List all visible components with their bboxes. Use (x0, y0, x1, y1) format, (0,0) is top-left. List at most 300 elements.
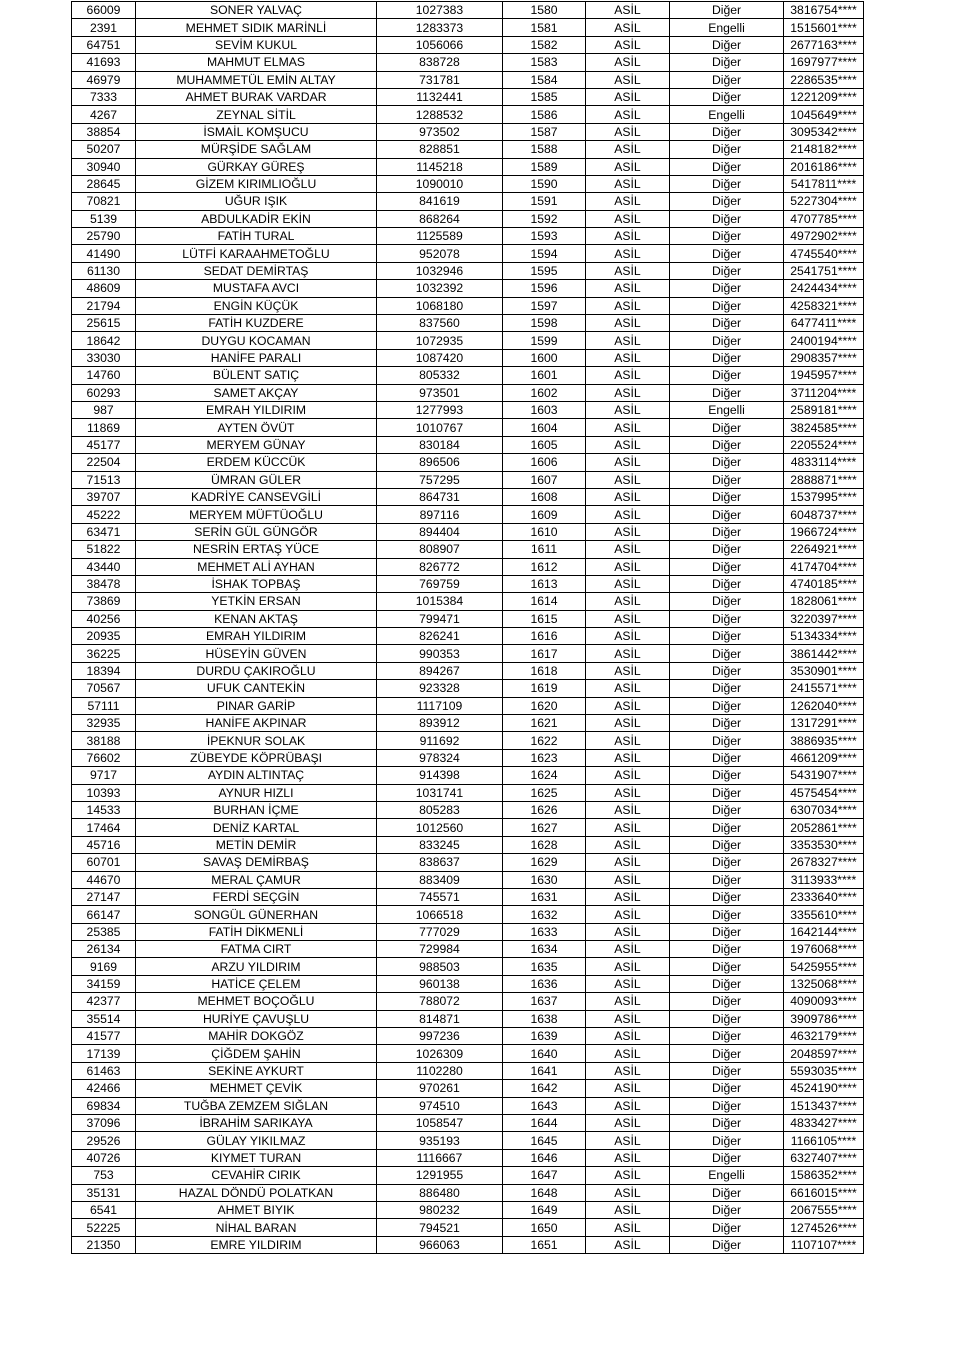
cell-rank: 1640 (503, 1045, 586, 1062)
cell-name: MERAL ÇAMUR (136, 871, 377, 888)
cell-id: 41693 (72, 54, 136, 71)
cell-name: EMRE YILDIRIM (136, 1236, 377, 1253)
cell-id: 38854 (72, 123, 136, 140)
cell-name: MEHMET ALİ AYHAN (136, 558, 377, 575)
cell-national-id: 5417811**** (784, 175, 864, 192)
table-row (72, 662, 864, 679)
cell-name: HAZAL DÖNDÜ POLATKAN (136, 1184, 377, 1201)
cell-name: EMRAH YILDIRIM (136, 628, 377, 645)
cell-rank: 1601 (503, 367, 586, 384)
cell-national-id: 1262040**** (784, 697, 864, 714)
cell-category: Diğer (670, 523, 784, 540)
cell-status: ASİL (586, 715, 670, 732)
cell-name: MEHMET ÇEVİK (136, 1080, 377, 1097)
cell-id: 60293 (72, 384, 136, 401)
cell-name: MAHMUT ELMAS (136, 54, 377, 71)
cell-status: ASİL (586, 541, 670, 558)
table-row (72, 262, 864, 279)
cell-national-id: 1325068**** (784, 975, 864, 992)
cell-score-code: 731781 (377, 71, 503, 88)
cell-national-id: 4833427**** (784, 1115, 864, 1132)
cell-score-code: 868264 (377, 210, 503, 227)
table-row (72, 975, 864, 992)
cell-status: ASİL (586, 1028, 670, 1045)
cell-national-id: 3824585**** (784, 419, 864, 436)
cell-score-code: 1027383 (377, 2, 503, 19)
cell-status: ASİL (586, 419, 670, 436)
cell-rank: 1604 (503, 419, 586, 436)
cell-status: ASİL (586, 1045, 670, 1062)
cell-national-id: 2264921**** (784, 541, 864, 558)
cell-category: Diğer (670, 1097, 784, 1114)
cell-id: 45222 (72, 506, 136, 523)
cell-score-code: 978324 (377, 749, 503, 766)
cell-category: Diğer (670, 749, 784, 766)
cell-category: Diğer (670, 871, 784, 888)
cell-score-code: 814871 (377, 1010, 503, 1027)
cell-status: ASİL (586, 662, 670, 679)
table-row (72, 88, 864, 105)
cell-score-code: 1288532 (377, 106, 503, 123)
cell-rank: 1598 (503, 315, 586, 332)
cell-rank: 1605 (503, 436, 586, 453)
cell-category: Diğer (670, 767, 784, 784)
cell-score-code: 826772 (377, 558, 503, 575)
cell-national-id: 4661209**** (784, 749, 864, 766)
cell-id: 9169 (72, 958, 136, 975)
cell-category: Diğer (670, 210, 784, 227)
cell-national-id: 2888871**** (784, 471, 864, 488)
cell-id: 39707 (72, 488, 136, 505)
table-row (72, 1045, 864, 1062)
cell-name: FATMA CIRT (136, 941, 377, 958)
cell-national-id: 1586352**** (784, 1167, 864, 1184)
cell-category: Diğer (670, 384, 784, 401)
cell-name: KADRİYE CANSEVGİLİ (136, 488, 377, 505)
cell-status: ASİL (586, 1132, 670, 1149)
table-row (72, 836, 864, 853)
cell-name: SAVAŞ DEMİRBAŞ (136, 854, 377, 871)
table-row (72, 228, 864, 245)
cell-category: Diğer (670, 1010, 784, 1027)
cell-status: ASİL (586, 975, 670, 992)
cell-id: 6541 (72, 1201, 136, 1218)
table-row (72, 906, 864, 923)
table-row (72, 71, 864, 88)
cell-category: Diğer (670, 732, 784, 749)
cell-status: ASİL (586, 54, 670, 71)
cell-score-code: 1012560 (377, 819, 503, 836)
cell-rank: 1649 (503, 1201, 586, 1218)
cell-name: ARZU YILDIRIM (136, 958, 377, 975)
cell-score-code: 1145218 (377, 158, 503, 175)
cell-national-id: 3113933**** (784, 871, 864, 888)
cell-id: 57111 (72, 697, 136, 714)
cell-rank: 1587 (503, 123, 586, 140)
cell-category: Diğer (670, 175, 784, 192)
cell-name: MUSTAFA AVCI (136, 280, 377, 297)
cell-name: AYNUR HIZLI (136, 784, 377, 801)
table-row (72, 923, 864, 940)
cell-status: ASİL (586, 1062, 670, 1079)
cell-name: AHMET BIYIK (136, 1201, 377, 1218)
cell-rank: 1637 (503, 993, 586, 1010)
cell-score-code: 973502 (377, 123, 503, 140)
cell-category: Diğer (670, 541, 784, 558)
cell-score-code: 897116 (377, 506, 503, 523)
cell-rank: 1632 (503, 906, 586, 923)
cell-name: KENAN AKTAŞ (136, 610, 377, 627)
cell-national-id: 3909786**** (784, 1010, 864, 1027)
cell-status: ASİL (586, 175, 670, 192)
table-row (72, 1184, 864, 1201)
cell-national-id: 3711204**** (784, 384, 864, 401)
cell-national-id: 4575454**** (784, 784, 864, 801)
cell-score-code: 830184 (377, 436, 503, 453)
table-row (72, 384, 864, 401)
cell-name: HANİFE AKPINAR (136, 715, 377, 732)
table-row (72, 106, 864, 123)
cell-rank: 1631 (503, 888, 586, 905)
cell-status: ASİL (586, 628, 670, 645)
cell-national-id: 4174704**** (784, 558, 864, 575)
cell-rank: 1608 (503, 488, 586, 505)
cell-id: 25615 (72, 315, 136, 332)
cell-id: 63471 (72, 523, 136, 540)
table-row (72, 280, 864, 297)
cell-name: FATİH DİKMENLİ (136, 923, 377, 940)
cell-status: ASİL (586, 2, 670, 19)
table-row (72, 245, 864, 262)
cell-id: 52225 (72, 1219, 136, 1236)
cell-category: Diğer (670, 680, 784, 697)
cell-rank: 1620 (503, 697, 586, 714)
cell-score-code: 914398 (377, 767, 503, 784)
table-row (72, 871, 864, 888)
cell-category: Diğer (670, 71, 784, 88)
cell-rank: 1586 (503, 106, 586, 123)
cell-rank: 1630 (503, 871, 586, 888)
cell-category: Diğer (670, 819, 784, 836)
cell-score-code: 729984 (377, 941, 503, 958)
cell-id: 43440 (72, 558, 136, 575)
table-row (72, 54, 864, 71)
cell-id: 29526 (72, 1132, 136, 1149)
cell-status: ASİL (586, 71, 670, 88)
cell-name: BURHAN İÇME (136, 801, 377, 818)
table-row (72, 645, 864, 662)
cell-id: 73869 (72, 593, 136, 610)
table-row (72, 210, 864, 227)
cell-category: Diğer (670, 697, 784, 714)
cell-id: 753 (72, 1167, 136, 1184)
table-row (72, 958, 864, 975)
cell-score-code: 1026309 (377, 1045, 503, 1062)
cell-national-id: 2908357**** (784, 349, 864, 366)
table-row (72, 888, 864, 905)
cell-category: Diğer (670, 628, 784, 645)
cell-id: 10393 (72, 784, 136, 801)
cell-id: 4267 (72, 106, 136, 123)
cell-national-id: 4833114**** (784, 454, 864, 471)
cell-category: Engelli (670, 401, 784, 418)
cell-score-code: 1066518 (377, 906, 503, 923)
cell-national-id: 5227304**** (784, 193, 864, 210)
cell-national-id: 1166105**** (784, 1132, 864, 1149)
cell-national-id: 1642144**** (784, 923, 864, 940)
cell-status: ASİL (586, 923, 670, 940)
cell-score-code: 757295 (377, 471, 503, 488)
cell-id: 46979 (72, 71, 136, 88)
cell-national-id: 2541751**** (784, 262, 864, 279)
cell-status: ASİL (586, 523, 670, 540)
cell-national-id: 1107107**** (784, 1236, 864, 1253)
cell-category: Diğer (670, 193, 784, 210)
cell-status: ASİL (586, 401, 670, 418)
cell-id: 17464 (72, 819, 136, 836)
cell-rank: 1595 (503, 262, 586, 279)
cell-score-code: 894267 (377, 662, 503, 679)
cell-rank: 1596 (503, 280, 586, 297)
cell-status: ASİL (586, 697, 670, 714)
table-row (72, 175, 864, 192)
cell-category: Diğer (670, 245, 784, 262)
cell-status: ASİL (586, 1236, 670, 1253)
cell-category: Diğer (670, 332, 784, 349)
cell-id: 42466 (72, 1080, 136, 1097)
cell-category: Diğer (670, 454, 784, 471)
cell-name: FERDİ SEÇGİN (136, 888, 377, 905)
cell-id: 2391 (72, 19, 136, 36)
cell-category: Diğer (670, 2, 784, 19)
cell-status: ASİL (586, 1167, 670, 1184)
cell-category: Engelli (670, 106, 784, 123)
cell-status: ASİL (586, 732, 670, 749)
cell-national-id: 5134334**** (784, 628, 864, 645)
cell-score-code: 777029 (377, 923, 503, 940)
cell-status: ASİL (586, 315, 670, 332)
cell-name: SONGÜL GÜNERHAN (136, 906, 377, 923)
cell-id: 14760 (72, 367, 136, 384)
cell-rank: 1599 (503, 332, 586, 349)
cell-category: Diğer (670, 488, 784, 505)
cell-category: Diğer (670, 1219, 784, 1236)
cell-rank: 1644 (503, 1115, 586, 1132)
cell-name: HURİYE ÇAVUŞLU (136, 1010, 377, 1027)
cell-name: AHMET BURAK VARDAR (136, 88, 377, 105)
cell-status: ASİL (586, 193, 670, 210)
table-row (72, 1201, 864, 1218)
cell-name: PINAR GARİP (136, 697, 377, 714)
cell-id: 21794 (72, 297, 136, 314)
cell-status: ASİL (586, 1184, 670, 1201)
cell-category: Diğer (670, 958, 784, 975)
cell-name: NESRİN ERTAŞ YÜCE (136, 541, 377, 558)
cell-name: METİN DEMİR (136, 836, 377, 853)
cell-name: KIYMET TURAN (136, 1149, 377, 1166)
cell-status: ASİL (586, 593, 670, 610)
table-row (72, 558, 864, 575)
cell-category: Diğer (670, 1132, 784, 1149)
table-row (72, 680, 864, 697)
cell-score-code: 1068180 (377, 297, 503, 314)
cell-status: ASİL (586, 1010, 670, 1027)
cell-national-id: 2016186**** (784, 158, 864, 175)
cell-rank: 1613 (503, 575, 586, 592)
cell-national-id: 3530901**** (784, 662, 864, 679)
cell-category: Diğer (670, 88, 784, 105)
cell-name: TUĞBA ZEMZEM SIĞLAN (136, 1097, 377, 1114)
cell-score-code: 837560 (377, 315, 503, 332)
table-row (72, 1115, 864, 1132)
cell-status: ASİL (586, 141, 670, 158)
cell-id: 41490 (72, 245, 136, 262)
cell-name: FATİH TURAL (136, 228, 377, 245)
cell-rank: 1603 (503, 401, 586, 418)
cell-id: 27147 (72, 888, 136, 905)
table-row (72, 801, 864, 818)
cell-national-id: 6477411**** (784, 315, 864, 332)
table-row (72, 523, 864, 540)
cell-rank: 1642 (503, 1080, 586, 1097)
table-row (72, 488, 864, 505)
cell-name: SEVİM KUKUL (136, 36, 377, 53)
cell-national-id: 3353530**** (784, 836, 864, 853)
cell-national-id: 2400194**** (784, 332, 864, 349)
cell-score-code: 966063 (377, 1236, 503, 1253)
cell-category: Diğer (670, 836, 784, 853)
cell-category: Diğer (670, 471, 784, 488)
cell-id: 25790 (72, 228, 136, 245)
cell-score-code: 1031741 (377, 784, 503, 801)
cell-status: ASİL (586, 1201, 670, 1218)
cell-status: ASİL (586, 36, 670, 53)
cell-status: ASİL (586, 210, 670, 227)
cell-rank: 1584 (503, 71, 586, 88)
cell-id: 5139 (72, 210, 136, 227)
cell-national-id: 1697977**** (784, 54, 864, 71)
cell-name: ÜMRAN GÜLER (136, 471, 377, 488)
cell-status: ASİL (586, 332, 670, 349)
cell-national-id: 1274526**** (784, 1219, 864, 1236)
cell-name: ERDEM KÜCCÜK (136, 454, 377, 471)
cell-id: 7333 (72, 88, 136, 105)
cell-category: Diğer (670, 558, 784, 575)
cell-id: 18642 (72, 332, 136, 349)
cell-score-code: 1283373 (377, 19, 503, 36)
cell-category: Diğer (670, 662, 784, 679)
cell-id: 42377 (72, 993, 136, 1010)
cell-score-code: 838637 (377, 854, 503, 871)
cell-national-id: 2052861**** (784, 819, 864, 836)
table-row (72, 401, 864, 418)
cell-status: ASİL (586, 836, 670, 853)
cell-national-id: 2286535**** (784, 71, 864, 88)
table-row (72, 993, 864, 1010)
cell-rank: 1597 (503, 297, 586, 314)
table-row (72, 767, 864, 784)
cell-national-id: 2415571**** (784, 680, 864, 697)
cell-rank: 1651 (503, 1236, 586, 1253)
cell-rank: 1638 (503, 1010, 586, 1027)
cell-name: ABDULKADİR EKİN (136, 210, 377, 227)
cell-score-code: 808907 (377, 541, 503, 558)
cell-national-id: 5425955**** (784, 958, 864, 975)
cell-category: Diğer (670, 141, 784, 158)
table-row (72, 628, 864, 645)
cell-name: UFUK CANTEKİN (136, 680, 377, 697)
cell-national-id: 5431907**** (784, 767, 864, 784)
table-row (72, 506, 864, 523)
cell-national-id: 1045649**** (784, 106, 864, 123)
cell-category: Engelli (670, 19, 784, 36)
table-row (72, 2, 864, 19)
table-row (72, 749, 864, 766)
cell-score-code: 1277993 (377, 401, 503, 418)
cell-score-code: 935193 (377, 1132, 503, 1149)
cell-status: ASİL (586, 454, 670, 471)
cell-name: MAHİR DOKGÖZ (136, 1028, 377, 1045)
table-row (72, 471, 864, 488)
cell-status: ASİL (586, 123, 670, 140)
cell-status: ASİL (586, 488, 670, 505)
cell-category: Diğer (670, 436, 784, 453)
cell-rank: 1636 (503, 975, 586, 992)
cell-category: Diğer (670, 923, 784, 940)
table-row (72, 732, 864, 749)
cell-rank: 1643 (503, 1097, 586, 1114)
cell-score-code: 980232 (377, 1201, 503, 1218)
cell-national-id: 2148182**** (784, 141, 864, 158)
cell-score-code: 838728 (377, 54, 503, 71)
cell-rank: 1594 (503, 245, 586, 262)
cell-id: 37096 (72, 1115, 136, 1132)
cell-status: ASİL (586, 1097, 670, 1114)
cell-national-id: 2333640**** (784, 888, 864, 905)
cell-id: 61130 (72, 262, 136, 279)
cell-national-id: 4632179**** (784, 1028, 864, 1045)
results-table-body (72, 2, 864, 1254)
cell-score-code: 1117109 (377, 697, 503, 714)
cell-national-id: 3861442**** (784, 645, 864, 662)
cell-id: 38188 (72, 732, 136, 749)
cell-status: ASİL (586, 471, 670, 488)
table-row (72, 349, 864, 366)
table-row (72, 854, 864, 871)
cell-name: İSMAİL KOMŞUCU (136, 123, 377, 140)
cell-id: 45177 (72, 436, 136, 453)
cell-national-id: 4090093**** (784, 993, 864, 1010)
cell-category: Diğer (670, 1080, 784, 1097)
cell-category: Diğer (670, 297, 784, 314)
cell-category: Engelli (670, 1167, 784, 1184)
cell-id: 17139 (72, 1045, 136, 1062)
cell-id: 35514 (72, 1010, 136, 1027)
cell-id: 987 (72, 401, 136, 418)
cell-rank: 1648 (503, 1184, 586, 1201)
cell-name: AYDIN ALTINTAÇ (136, 767, 377, 784)
cell-national-id: 2678327**** (784, 854, 864, 871)
cell-score-code: 1010767 (377, 419, 503, 436)
cell-name: MERYEM MÜFTÜOĞLU (136, 506, 377, 523)
cell-name: HATİCE ÇELEM (136, 975, 377, 992)
cell-id: 28645 (72, 175, 136, 192)
table-row (72, 715, 864, 732)
cell-name: MEHMET SIDIK MARİNLİ (136, 19, 377, 36)
cell-id: 26134 (72, 941, 136, 958)
table-row (72, 419, 864, 436)
cell-rank: 1614 (503, 593, 586, 610)
